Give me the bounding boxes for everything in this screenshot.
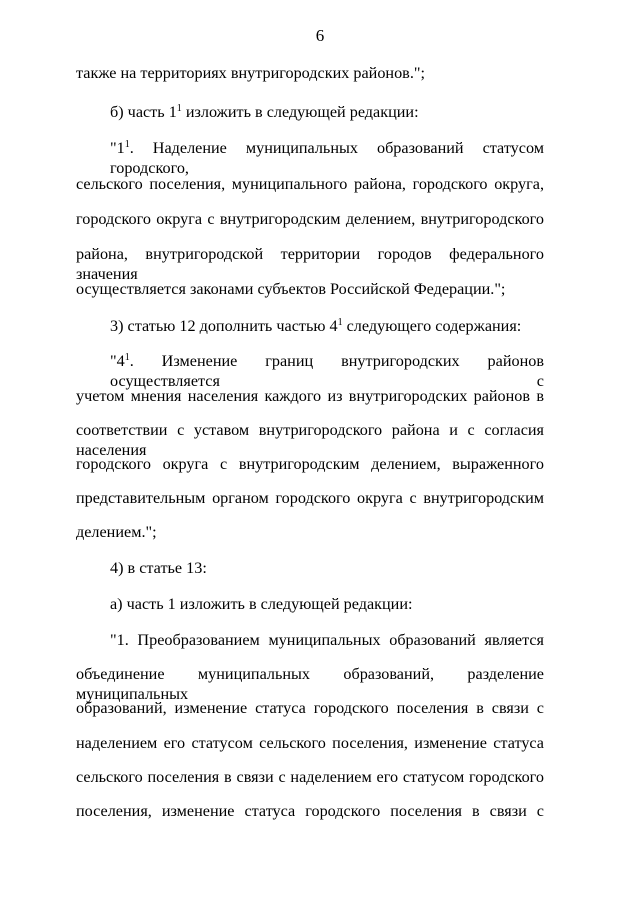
text-segment: "1 — [110, 139, 125, 157]
quote-1-1-first-line — [110, 138, 544, 178]
text-line: делением."; — [76, 523, 157, 541]
text-segment: "4 — [110, 352, 125, 370]
paragraph-a-heading: а) часть 1 изложить в следующей редакции: — [110, 595, 413, 613]
page-number: 6 — [315, 26, 325, 45]
text-line: наделением его статусом сельского поселения, изменение статуса — [76, 734, 544, 752]
quote-4-1-first-line — [110, 351, 544, 391]
text-line: сельского поселения, муниципального района, городского округа, — [76, 175, 544, 193]
text-line: сельского поселения в связи с наделением его статусом городского — [76, 768, 544, 786]
superscript: 1 — [337, 317, 343, 328]
paragraph-4-heading: 4) в статье 13: — [110, 559, 207, 577]
text-segment: . Наделение муниципальных образований статусом городского, — [110, 139, 544, 177]
text-segment: изложить в следующей редакции: — [181, 103, 419, 121]
text-segment: 3) статью 12 дополнить частью 4 — [110, 317, 338, 335]
text-line: также на территориях внутригородских районов."; — [76, 64, 425, 82]
text-line: объединение муниципальных образований, разделение муниципальных — [76, 665, 544, 703]
superscript: 1 — [124, 352, 130, 363]
paragraph-3-heading — [110, 316, 544, 336]
text-line: осуществляется законами субъектов Российской Федерации."; — [76, 280, 506, 298]
text-line: соответствии с уставом внутригородского района и с согласия населения — [76, 421, 544, 459]
quote-1-first-line: "1. Преобразованием муниципальных образований является — [110, 631, 544, 649]
text-segment: . Изменение границ внутригородских районов осуществляется с — [110, 352, 544, 390]
text-line: района, внутригородской территории городов федерального значения — [76, 245, 544, 283]
superscript: 1 — [124, 139, 130, 150]
text-line: образований, изменение статуса городского поселения в связи с — [76, 699, 544, 717]
text-line: представительным органом городского округа с внутригородским — [76, 489, 544, 507]
text-segment: б) часть 1 — [110, 103, 177, 121]
text-line: городского округа с внутригородским делением, внутригородского — [76, 210, 544, 228]
text-line: учетом мнения населения каждого из внутригородских районов в — [76, 387, 544, 405]
text-segment: следующего содержания: — [342, 317, 522, 335]
text-line: городского округа с внутригородским делением, выраженного — [76, 455, 544, 473]
superscript: 1 — [176, 103, 182, 114]
paragraph-b-heading — [110, 102, 544, 122]
text-line: поселения, изменение статуса городского поселения в связи с — [76, 802, 544, 820]
